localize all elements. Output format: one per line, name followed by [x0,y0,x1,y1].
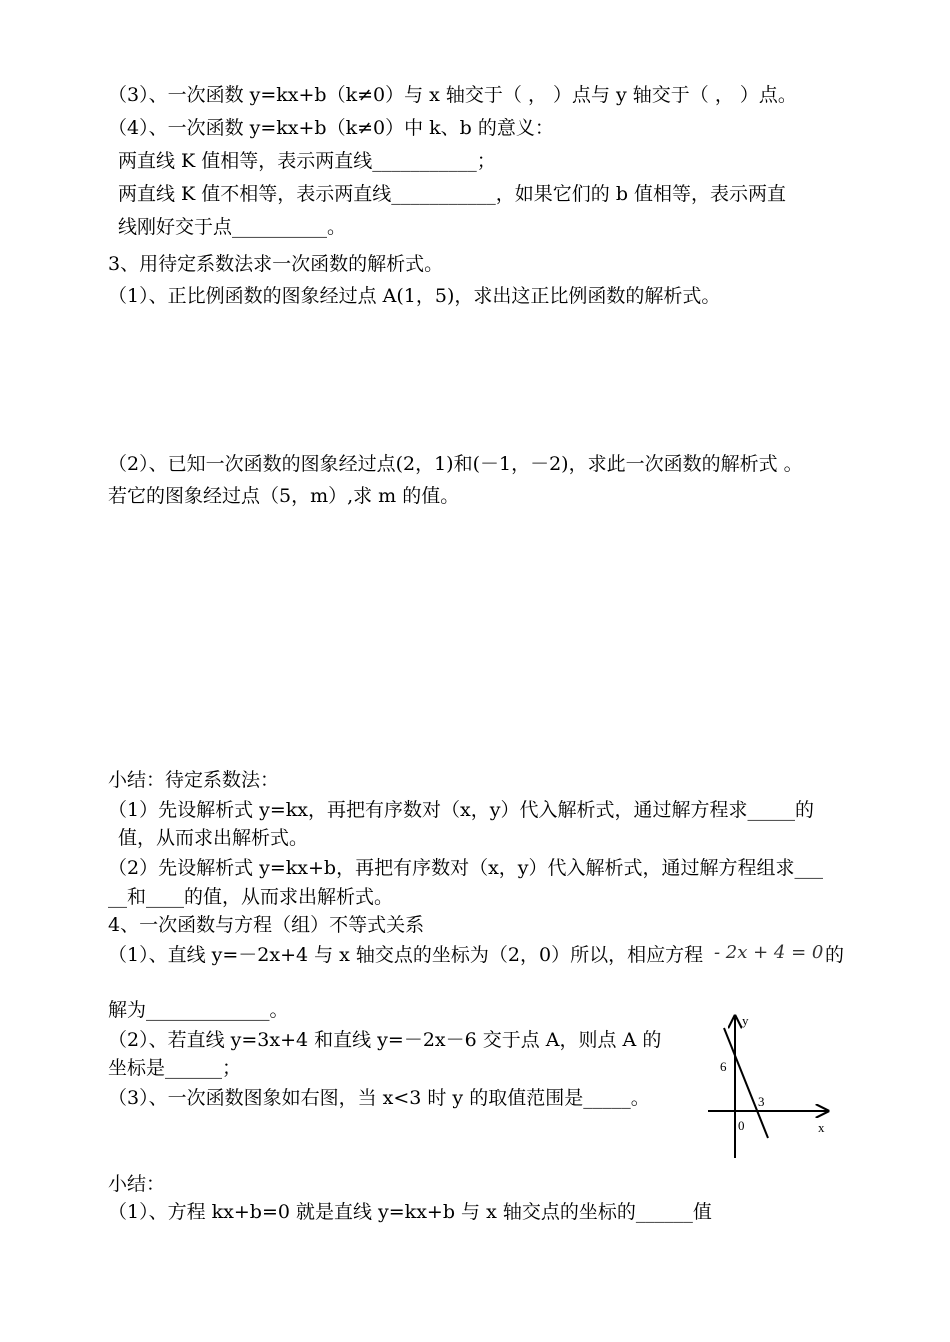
origin-label: 0 [738,1118,745,1133]
question-4-2-line-2: 坐标是______； [108,1057,242,1079]
question-3-2-line-2: 若它的图象经过点（5，m）,求 m 的值。 [108,485,460,507]
y-intercept-label: 6 [720,1059,727,1074]
summary-1-line-1: （1）先设解析式 y=kx，再把有序数对（x，y）代入解析式，通过解方程求_____的 [108,799,814,821]
equation-inline: - 2x + 4 = 0 [714,942,824,963]
text-line-3: 两直线 K 值相等，表示两直线___________； [118,150,496,172]
section-3-heading: 3、用待定系数法求一次函数的解析式。 [108,253,444,275]
summary-2-item-1: （1）、方程 kx+b=0 就是直线 y=kx+b 与 x 轴交点的坐标的______值 [108,1201,712,1223]
question-3-1: （1）、正比例函数的图象经过点 A(1，5)，求出这正比例函数的解析式。 [108,285,721,307]
question-4-1-line-1: （1）、直线 y=－2x+4 与 x 轴交点的坐标为（2，0）所以，相应方程 [108,944,704,966]
text-line-2: （4）、一次函数 y=kx+b（k≠0）中 k、b 的意义： [108,117,554,139]
x-intercept-label: 3 [758,1094,765,1109]
question-4-1-line-1-tail: 的 [825,944,845,966]
x-axis-label: x [818,1120,825,1135]
summary-1-line-2: 值，从而求出解析式。 [118,827,309,849]
summary-heading: 小结：待定系数法： [108,769,280,791]
question-4-2-line-1: （2）、若直线 y=3x+4 和直线 y=－2x－6 交于点 A，则点 A 的 [108,1029,662,1051]
question-3-2-line-1: （2）、已知一次函数的图象经过点(2，1)和(－1，－2)，求此一次函数的解析式 。 [108,453,803,475]
summary-2-line-2: __和____的值，从而求出解析式。 [108,886,394,908]
section-4-heading: 4、一次函数与方程（组）不等式关系 [108,914,425,936]
linear-function-graph [700,1010,840,1160]
question-4-1-line-2: 解为_____________。 [108,999,289,1021]
summary-2-line-1: （2）先设解析式 y=kx+b，再把有序数对（x，y）代入解析式，通过解方程组求___ [108,857,824,879]
y-axis-label: y [742,1013,749,1028]
summary-2-heading: 小结： [108,1173,166,1195]
text-line-4: 两直线 K 值不相等，表示两直线___________，如果它们的 b 值相等，表示两直 [118,183,787,205]
question-4-3: （3）、一次函数图象如右图，当 x<3 时 y 的取值范围是_____。 [108,1087,650,1109]
function-line [724,1028,768,1138]
text-line-1: （3）、一次函数 y=kx+b（k≠0）与 x 轴交于（ ， ）点与 y 轴交于（ ， ）点。 [108,84,797,106]
text-line-5: 线刚好交于点__________。 [118,216,347,238]
